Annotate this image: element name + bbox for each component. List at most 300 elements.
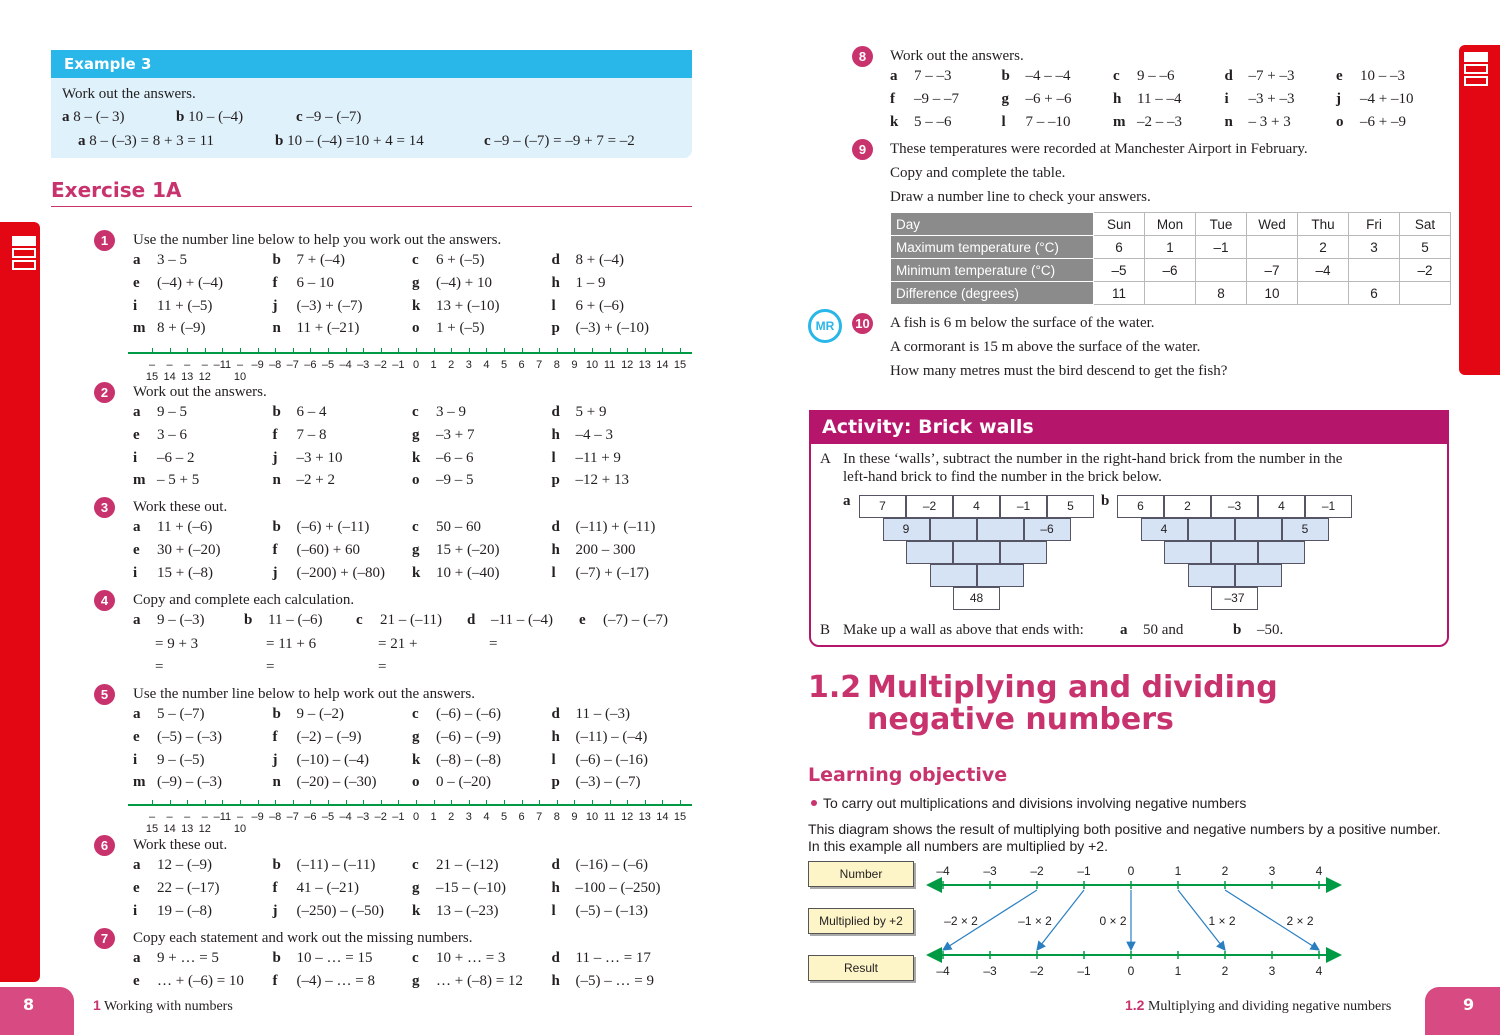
part-label: l (1001, 114, 1006, 130)
tick-label: –3 (983, 964, 997, 978)
part-expression: 10 + … = 3 (436, 950, 506, 966)
table-cell: 1 (1145, 236, 1196, 259)
row-header-cell: Difference (degrees) (891, 282, 1094, 305)
part-expression: 11 – (–6) (268, 612, 323, 628)
part-label: a (890, 68, 898, 84)
number-line-tick-label: –3 (357, 359, 370, 371)
number-line-tick-label: –6 (304, 359, 317, 371)
part-label: k (412, 751, 421, 768)
part-expression: 41 – (–21) (296, 879, 359, 896)
part-label: c (412, 857, 419, 873)
part-expression: (–3) + (–10) (575, 320, 649, 337)
part-label: i (133, 449, 138, 466)
example-part-b: b 10 – (–4) (176, 109, 244, 125)
table-cell: Sun (1094, 213, 1145, 236)
q10-line: A fish is 6 m below the surface of the water. (890, 315, 1155, 331)
part-label: k (412, 297, 421, 314)
part-label: g (412, 879, 420, 896)
row-header-cell: Maximum temperature (°C) (891, 236, 1094, 259)
part-expression: –7 + –3 (1248, 68, 1295, 84)
number-line-tick-label: –14 (163, 359, 176, 383)
part-expression: –12 + 13 (575, 472, 629, 489)
tick-label: 0 (1127, 864, 1135, 878)
number-line-tick-label: 2 (448, 811, 455, 823)
table-cell: 6 (1349, 282, 1400, 305)
q9-line: Draw a number line to check your answers. (890, 189, 1151, 205)
part-expression: 12 – (–9) (157, 857, 212, 873)
number-line-tick-label: 3 (465, 359, 472, 371)
activity-b-text: Make up a wall as above that ends with: (843, 622, 1084, 638)
number-line-tick-label: 15 (673, 811, 687, 823)
activity-b-b-label: b (1233, 622, 1242, 638)
example-part-a: a 8 – (– 3) (62, 109, 125, 125)
part-label: o (1336, 114, 1344, 130)
number-line-tick-label: –11 (213, 359, 232, 371)
part-expression: (–8) – (–8) (436, 751, 501, 768)
part-label: f (272, 274, 278, 291)
number-line-tick-label: –15 (145, 359, 159, 383)
question-number-badge: 8 (852, 46, 873, 67)
diagram-label-result: Result (808, 955, 914, 981)
part-expression: (–200) + (–80) (296, 564, 385, 581)
activity-title: Activity: Brick walls (822, 416, 1034, 438)
part-label: b (272, 404, 281, 420)
part-expression: 15 + (–8) (157, 564, 213, 581)
part-expression: 1 + (–5) (436, 320, 485, 337)
part-expression: 0 – (–20) (436, 774, 491, 791)
q4-working-line: = 11 + 6 (266, 635, 317, 652)
part-label: d (551, 857, 560, 873)
wall-b-brick: 4 (1141, 518, 1188, 541)
part-expression: (–250) – (–50) (296, 902, 384, 919)
part-label: n (272, 774, 281, 791)
number-line-tick-label: –5 (321, 359, 335, 371)
part-expression: 21 – (–12) (436, 857, 499, 873)
number-line-tick-label: 14 (656, 811, 669, 823)
part-label: e (133, 972, 140, 989)
part-label: f (272, 972, 278, 989)
number-line-tick-label: –13 (181, 359, 194, 383)
q4-working-line: = 21 + (378, 635, 418, 652)
part-expression: 9 – (–5) (157, 751, 205, 768)
part-label: k (890, 114, 899, 130)
wall-b-brick: –3 (1211, 495, 1258, 518)
number-line-tick-label: –1 (392, 811, 405, 823)
part-expression: 7 – –10 (1025, 114, 1071, 130)
activity-a-label: A (820, 451, 831, 467)
part-expression: –6 – 6 (436, 449, 474, 466)
part-expression: 10 – … = 15 (296, 950, 373, 966)
part-expression: 8 + (–4) (575, 252, 624, 268)
part-label: j (272, 751, 278, 768)
part-expression: –15 – (–10) (436, 879, 506, 896)
wall-a-brick: 5 (1047, 495, 1094, 518)
part-expression: (–5) – (–13) (575, 902, 648, 919)
part-expression: 6 + (–5) (436, 252, 485, 268)
example-answer-c: c –9 – (–7) = –9 + 7 = –2 (484, 133, 635, 149)
part-label: g (412, 972, 420, 989)
table-cell: 10 (1247, 282, 1298, 305)
part-label: e (133, 728, 140, 745)
part-label: m (133, 472, 146, 489)
tick-label: 3 (1268, 864, 1276, 878)
table-cell: Fri (1349, 213, 1400, 236)
part-label: f (272, 426, 278, 443)
part-expression: (–3) + (–7) (296, 297, 363, 314)
part-label: h (551, 879, 560, 896)
part-label: d (551, 950, 560, 966)
part-label: g (412, 426, 420, 443)
part-label: l (551, 751, 556, 768)
number-line-tick-label: 2 (448, 359, 455, 371)
q7-text: Copy each statement and work out the missing numbers. (133, 930, 473, 946)
table-cell: Wed (1247, 213, 1298, 236)
wall-a-label: a (843, 493, 851, 509)
part-expression: –4 – –4 (1025, 68, 1071, 84)
part-expression: 7 – 8 (296, 426, 327, 443)
q4-text: Copy and complete each calculation. (133, 592, 355, 608)
question-number-badge: 10 (852, 313, 873, 334)
number-line-tick-label: –5 (321, 811, 335, 823)
part-expression: 3 – 6 (157, 426, 187, 443)
left-footer-chapter: 1 Working with numbers (93, 997, 233, 1014)
number-line-tick-label: –7 (286, 811, 299, 823)
part-expression: (–6) – (–6) (436, 706, 501, 722)
q5-text: Use the number line below to help work out the answers. (133, 686, 476, 702)
part-label: h (551, 728, 560, 745)
tick-label: –1 (1077, 864, 1091, 878)
part-label: n (272, 472, 281, 489)
part-expression: (–7) – (–7) (603, 612, 668, 628)
table-cell: –6 (1145, 259, 1196, 282)
number-line-tick-label: 1 (430, 811, 437, 823)
question-number-badge: 7 (94, 928, 115, 949)
q9-line: Copy and complete the table. (890, 165, 1066, 181)
part-expression: 9 – –6 (1137, 68, 1175, 84)
number-line-tick-label: 4 (483, 359, 490, 371)
q6-text: Work these out. (133, 837, 228, 853)
part-label: i (133, 297, 138, 314)
tick-label: –4 (936, 964, 950, 978)
activity-a-text-1: In these ‘walls’, subtract the number in the right-hand brick from the number in the (843, 451, 1343, 467)
number-line-tick-label: 3 (465, 811, 472, 823)
right-footer-section: 1.2 Multiplying and dividing negative numbers (1125, 997, 1392, 1014)
part-label: m (1113, 114, 1126, 130)
part-label: h (551, 426, 560, 443)
tick-label: 2 (1221, 864, 1229, 878)
part-expression: 1 – 9 (575, 274, 606, 291)
wall-b-brick: 4 (1258, 495, 1305, 518)
part-expression: 5 + 9 (575, 404, 607, 420)
part-expression: (–7) + (–17) (575, 564, 649, 581)
number-line-tick-label: 6 (518, 359, 525, 371)
number-line-tick-label: 8 (553, 811, 560, 823)
row-header-cell: Day (891, 213, 1094, 236)
number-line-tick-label: 11 (603, 359, 616, 371)
number-line-tick-label: –12 (198, 359, 211, 383)
table-cell: –1 (1196, 236, 1247, 259)
part-label: g (1001, 91, 1009, 107)
part-expression: 8 + (–9) (157, 320, 206, 337)
part-label: j (1336, 91, 1341, 107)
part-label: c (1113, 68, 1120, 84)
left-footer-page-number: 8 (23, 995, 35, 1014)
part-label: a (133, 706, 141, 722)
q1-text: Use the number line below to help you work out the answers. (133, 232, 502, 248)
right-footer-page-number: 9 (1463, 995, 1475, 1014)
part-label: d (551, 519, 560, 535)
number-line-tick-label: 7 (536, 811, 543, 823)
part-expression: (–6) – (–16) (575, 751, 648, 768)
part-expression: 11 – –4 (1137, 91, 1182, 107)
number-line-tick-label: 10 (585, 811, 599, 823)
part-label: h (551, 972, 560, 989)
table-cell: 3 (1349, 236, 1400, 259)
part-label: c (412, 519, 419, 535)
table-cell: 11 (1094, 282, 1145, 305)
part-expression: (–2) – (–9) (296, 728, 362, 745)
number-line-tick-label: –11 (213, 811, 232, 823)
part-expression: 22 – (–17) (157, 879, 220, 896)
tick-label: 3 (1268, 964, 1276, 978)
wall-b-brick: –37 (1211, 587, 1258, 610)
tick-label: 4 (1315, 864, 1323, 878)
part-label: n (1224, 114, 1233, 130)
part-expression: … + (–8) = 12 (436, 972, 523, 989)
part-label: k (412, 449, 421, 466)
q4-working-line: = (489, 635, 498, 652)
part-label: a (133, 857, 141, 873)
number-line-tick-label: 5 (500, 811, 508, 823)
number-line-tick-label: –1 (392, 359, 405, 371)
part-expression: 6 – 4 (296, 404, 327, 420)
part-expression: –11 – (–4) (491, 612, 553, 628)
part-expression: (–4) + (–4) (157, 274, 223, 291)
example-part-c: c –9 – (–7) (296, 109, 362, 125)
number-line-tick-label: –8 (269, 359, 282, 371)
table-cell: –7 (1247, 259, 1298, 282)
part-expression: (–11) – (–4) (575, 728, 648, 745)
part-expression: – 5 + 5 (157, 472, 200, 489)
part-expression: –3 + 7 (436, 426, 475, 443)
product-label: 0 × 2 (1099, 914, 1127, 928)
tick-label: –2 (1030, 864, 1044, 878)
number-line-tick-label: –13 (181, 811, 194, 835)
part-label: o (412, 320, 420, 337)
part-expression: 13 – (–23) (436, 902, 499, 919)
table-cell: 5 (1400, 236, 1451, 259)
part-label: c (356, 612, 363, 628)
number-line-tick-label: 5 (500, 359, 508, 371)
part-expression: 7 + (–4) (296, 252, 345, 268)
part-expression: –6 – 2 (157, 449, 195, 466)
number-line-tick-label: 1 (430, 359, 437, 371)
number-line-tick-label: 4 (483, 811, 490, 823)
q4-working-line: = 9 + 3 (155, 635, 199, 652)
part-label: e (133, 541, 140, 558)
diagram-label-number: Number (808, 861, 914, 887)
number-line-tick-label: –9 (251, 359, 264, 371)
question-number-badge: 2 (94, 382, 115, 403)
activity-b-a-text: 50 and (1143, 622, 1184, 638)
mr-badge: MR (808, 309, 842, 343)
part-label: i (133, 564, 138, 581)
diagram-intro-1: This diagram shows the result of multiplying both positive and negative numbers by a positive number. (808, 821, 1441, 837)
part-label: h (551, 541, 560, 558)
wall-a-brick: –1 (1000, 495, 1047, 518)
number-line-tick-label: –4 (339, 359, 352, 371)
question-number-badge: 5 (94, 684, 115, 705)
part-expression: 13 + (–10) (436, 297, 500, 314)
number-line-tick-label: –9 (251, 811, 264, 823)
tick-label: –3 (983, 864, 997, 878)
learning-objective-title: Learning objective (808, 764, 1008, 786)
part-expression: 50 – 60 (436, 519, 481, 535)
objective-bullet-text: To carry out multiplications and divisions involving negative numbers (823, 795, 1247, 811)
table-cell: Thu (1298, 213, 1349, 236)
part-expression: 11 + (–6) (157, 519, 213, 535)
part-label: g (412, 274, 420, 291)
wall-b-brick: 2 (1164, 495, 1211, 518)
part-expression: (–3) – (–7) (575, 774, 641, 791)
activity-b-b-text: –50. (1257, 622, 1284, 638)
example-answer-a: a 8 – (–3) = 8 + 3 = 11 (78, 133, 215, 149)
table-cell: Sat (1400, 213, 1451, 236)
part-expression: 11 + (–21) (296, 320, 360, 337)
part-expression: (–9) – (–3) (157, 774, 222, 791)
number-line-tick-label: 13 (638, 359, 651, 371)
part-label: e (579, 612, 586, 628)
part-label: e (1336, 68, 1343, 84)
example-title: Example 3 (64, 55, 152, 73)
number-line-tick-label: 15 (673, 359, 687, 371)
part-expression: 30 + (–20) (157, 541, 221, 558)
part-expression: 5 – –6 (914, 114, 952, 130)
number-line-tick-label: 8 (553, 359, 560, 371)
part-expression: –100 – (–250) (575, 879, 661, 896)
part-expression: – 3 + 3 (1248, 114, 1291, 130)
part-expression: –6 + –9 (1360, 114, 1406, 130)
table-cell: 8 (1196, 282, 1247, 305)
part-expression: 9 – 5 (157, 404, 187, 420)
product-label: –2 × 2 (944, 914, 978, 928)
part-label: c (412, 252, 419, 268)
part-label: a (133, 404, 141, 420)
part-label: d (1224, 68, 1233, 84)
q10-line: A cormorant is 15 m above the surface of the water. (890, 339, 1201, 355)
part-expression: 3 – 5 (157, 252, 187, 268)
number-line-tick-label: 11 (603, 811, 616, 823)
part-label: o (412, 472, 420, 489)
row-header-cell: Minimum temperature (°C) (891, 259, 1094, 282)
number-line-tick-label: –2 (374, 811, 387, 823)
part-expression: 3 – 9 (436, 404, 466, 420)
part-expression: 6 + (–6) (575, 297, 624, 314)
section-number: 1.2 (808, 670, 862, 705)
part-label: l (551, 449, 556, 466)
wall-b-brick: –1 (1305, 495, 1352, 518)
part-label: j (272, 902, 278, 919)
number-line-tick-label: –8 (269, 811, 282, 823)
table-cell: –2 (1400, 259, 1451, 282)
part-label: m (133, 320, 146, 337)
part-expression: –4 – 3 (575, 426, 613, 443)
part-label: k (412, 564, 421, 581)
question-number-badge: 1 (94, 230, 115, 251)
part-label: b (272, 950, 281, 966)
tick-label: –2 (1030, 964, 1044, 978)
part-label: b (272, 706, 281, 722)
part-label: d (467, 612, 476, 628)
part-label: g (412, 541, 420, 558)
part-label: a (133, 950, 141, 966)
table-cell: 2 (1298, 236, 1349, 259)
number-line-tick-label: –7 (286, 359, 299, 371)
number-line-tick-label: –3 (357, 811, 370, 823)
part-expression: –2 – –3 (1137, 114, 1182, 130)
question-number-badge: 4 (94, 590, 115, 611)
part-label: j (272, 297, 278, 314)
question-number-badge: 9 (852, 139, 873, 160)
activity-b-label: B (820, 622, 831, 638)
part-label: e (133, 426, 140, 443)
part-label: b (1001, 68, 1010, 84)
table-cell: –4 (1298, 259, 1349, 282)
part-expression: 7 – –3 (914, 68, 952, 84)
number-line-tick-label: 0 (412, 359, 420, 371)
part-label: p (551, 774, 560, 791)
product-label: 2 × 2 (1286, 914, 1314, 928)
part-label: a (133, 519, 141, 535)
part-label: f (890, 91, 895, 107)
number-line-tick-label: 9 (571, 811, 578, 823)
product-label: 1 × 2 (1208, 914, 1236, 928)
number-line-tick-label: –10 (233, 359, 247, 383)
part-expression: –4 + –10 (1360, 91, 1414, 107)
q2-text: Work out the answers. (133, 384, 267, 400)
part-expression: 11 – … = 17 (575, 950, 651, 966)
part-label: g (412, 728, 420, 745)
part-expression: 11 + (–5) (157, 297, 213, 314)
section-title-line-1: Multiplying and dividing (867, 670, 1278, 705)
number-line-tick-label: –14 (163, 811, 176, 835)
part-expression: –9 – 5 (436, 472, 474, 489)
part-expression: (–6) – (–9) (436, 728, 501, 745)
part-expression: –2 + 2 (296, 472, 335, 489)
number-line-tick-label: 0 (412, 811, 420, 823)
part-label: l (551, 564, 556, 581)
part-expression: (–5) – … = 9 (575, 972, 654, 989)
part-expression: (–60) + 60 (296, 541, 360, 558)
wall-b-label: b (1101, 493, 1110, 509)
example-intro: Work out the answers. (62, 86, 196, 102)
wall-b-brick: 6 (1117, 495, 1164, 518)
part-label: c (412, 706, 419, 722)
part-label: j (272, 449, 278, 466)
number-line-tick-label: –6 (304, 811, 317, 823)
part-expression: 19 – (–8) (157, 902, 212, 919)
part-label: c (412, 404, 419, 420)
tick-label: 0 (1127, 964, 1135, 978)
q9-line: These temperatures were recorded at Manchester Airport in February. (890, 141, 1308, 157)
product-label: –1 × 2 (1018, 914, 1052, 928)
number-line-tick-label: 13 (638, 811, 651, 823)
part-label: a (133, 612, 141, 628)
question-number-badge: 3 (94, 497, 115, 518)
part-label: i (133, 902, 138, 919)
part-label: b (272, 519, 281, 535)
part-label: p (551, 472, 560, 489)
